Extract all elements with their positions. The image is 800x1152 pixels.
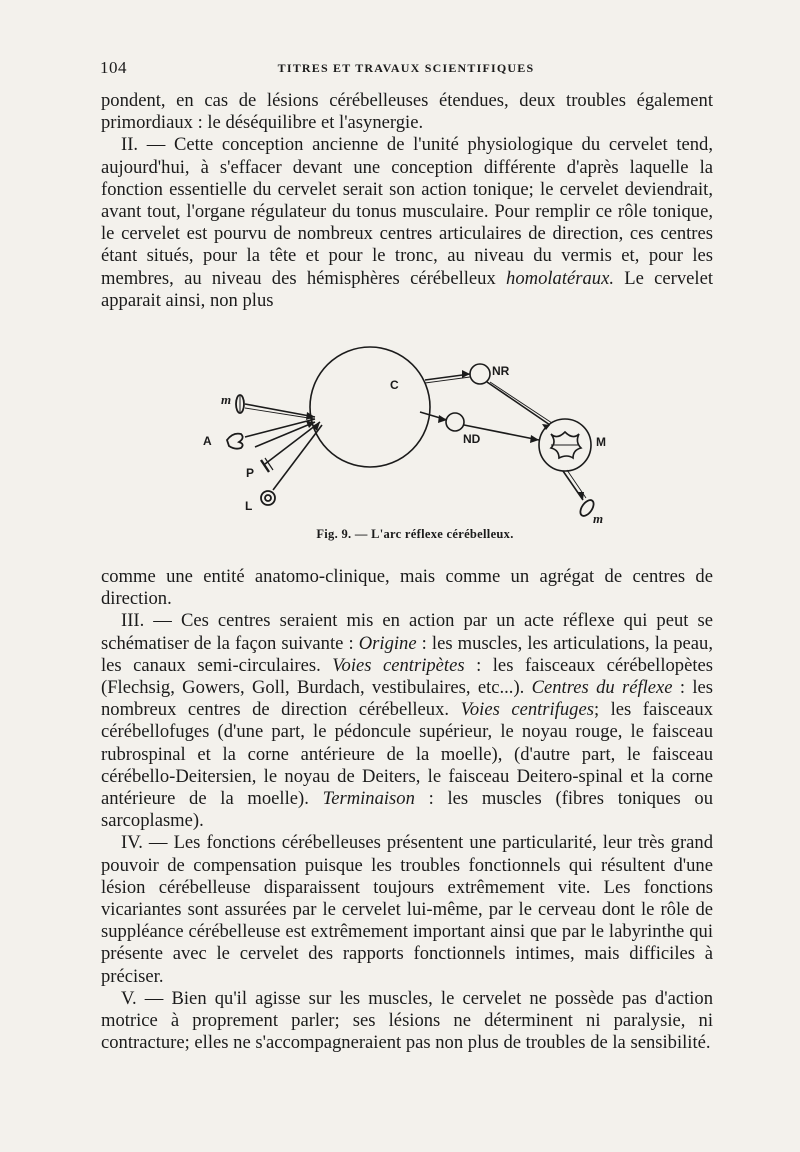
pathway-p-to-c (265, 422, 320, 464)
text-block-top (101, 90, 713, 312)
paragraph-4-text-f: : les muscles (fibres toniques ou sarcoplasme). (101, 788, 713, 832)
pathway-l-to-c (273, 425, 322, 490)
deiters-nucleus-circle (446, 413, 464, 431)
label-nd: ND (463, 432, 481, 446)
paragraph-3: comme une entité anatomo-clinique, mais comme un agrégat de centres de direction. (101, 566, 713, 610)
reflex-arc-diagram (185, 322, 645, 522)
label-c: C (390, 378, 399, 392)
paragraph-4-text-e: ; les faisceaux cérébellofuges (d'une part, le pédoncule supérieur, le noyau rouge, le faisceau rubrospinal et la corne antérieure de la moelle), (d'autre part, le faisceau cérébello-Deitersien, le noyau de Deiters, le faisceau Deitero-spinal et la corne antérieure de la moelle). (101, 699, 713, 810)
paragraph-2-text-a: II. — Cette conception ancienne de l'unité physiologique du cervelet tend, aujourd'hui, à s'effacer devant une conception différente d'après laquelle la fonction essentielle du cervelet serait son action tonique; le cervelet deviendrait, avant tout, l'organe régulateur du tonus musculaire. Pour remplir ce rôle tonique, le cervelet est pourvu de nombreux centres articulaires de direction, ces centres étant situés, pour la tête et pour le tronc, au niveau du vermis et, pour les membres, au niveau des hémisphères cérébelleux (101, 134, 713, 289)
text-block-bottom (101, 566, 713, 1054)
paragraph-2-text-b: Le cervelet apparait ainsi, non plus (101, 267, 713, 311)
paragraph-4-text-d: : les nombreux centres de direction cérébelleux. (101, 677, 713, 721)
red-nucleus-circle (470, 364, 490, 384)
paragraph-1: pondent, en cas de lésions cérébelleuses étendues, deux troubles également primordiaux : le déséquilibre et l'asynergie. (101, 90, 713, 134)
paragraph-5: IV. — Les fonctions cérébelleuses présentent une particularité, leur très grand pouvoir de compensation puisque les troubles fonctionnels qui résultent d'une lésion cérébelleuse disparaissent toujours extrêmement vite. Les fonctions vicariantes sont assurées par le cervelet lui-même, par le cerveau dont le rôle de suppléance cérébelleuse est extrêmement important ainsi que par le labyrinthe qui présente avec le cervelet des rapports fonctionnels intimes, mais difficiles à préciser. (101, 832, 713, 987)
label-m: M (596, 435, 606, 449)
labyrinth-receptor (261, 491, 275, 505)
term-voies-centrifuges: Voies centrifuges (460, 699, 594, 721)
pathway-nr-to-cord (487, 382, 550, 425)
paragraph-4 (101, 610, 713, 832)
page-header (100, 58, 712, 80)
label-l: L (245, 499, 253, 513)
label-p: P (246, 466, 255, 480)
page-number: 104 (100, 58, 127, 77)
label-m-left: m (221, 392, 232, 407)
running-title: TITRES ET TRAVAUX SCIENTIFIQUES (277, 61, 535, 75)
paragraph-4-text-b: : les muscles, les articulations, la peau, les canaux semi-circulaires. (101, 632, 713, 676)
label-m-right: m (593, 511, 604, 526)
cerebellum-circle (310, 347, 430, 467)
paragraph-6: V. — Bien qu'il agisse sur les muscles, le cervelet ne possède pas d'action motrice à proprement parler; ses lésions ne déterminent ni paralysie, ni contracture; elles ne s'accompagneraient pas non plus de troubles de la sensibilité. (101, 987, 713, 1054)
term-terminaison: Terminaison (322, 788, 415, 810)
paragraph-2 (101, 134, 713, 312)
pathway-m-to-c (245, 404, 315, 417)
label-nr: NR (492, 364, 510, 378)
term-centres-du-reflexe: Centres du réflexe (531, 677, 673, 699)
paragraph-2-emphasis: homolatéraux. (506, 267, 614, 289)
paragraph-4-text-c: : les faisceaux cérébellopètes (Flechsig, Gowers, Goll, Burdach, vestibulaires, etc...). (101, 654, 713, 699)
figure-reflex-arc (185, 322, 645, 542)
figure-caption: Fig. 9. — L'arc réflexe cérébelleux. (316, 527, 514, 541)
term-origine: Origine (358, 632, 417, 654)
term-voies-centripetes: Voies centripètes (332, 654, 465, 676)
joint-receptor (227, 434, 243, 449)
label-a: A (203, 434, 212, 448)
paragraph-4-text-a: III. — Ces centres seraient mis en action par un acte réflexe qui peut se schématiser de la façon suivante : (101, 610, 713, 654)
